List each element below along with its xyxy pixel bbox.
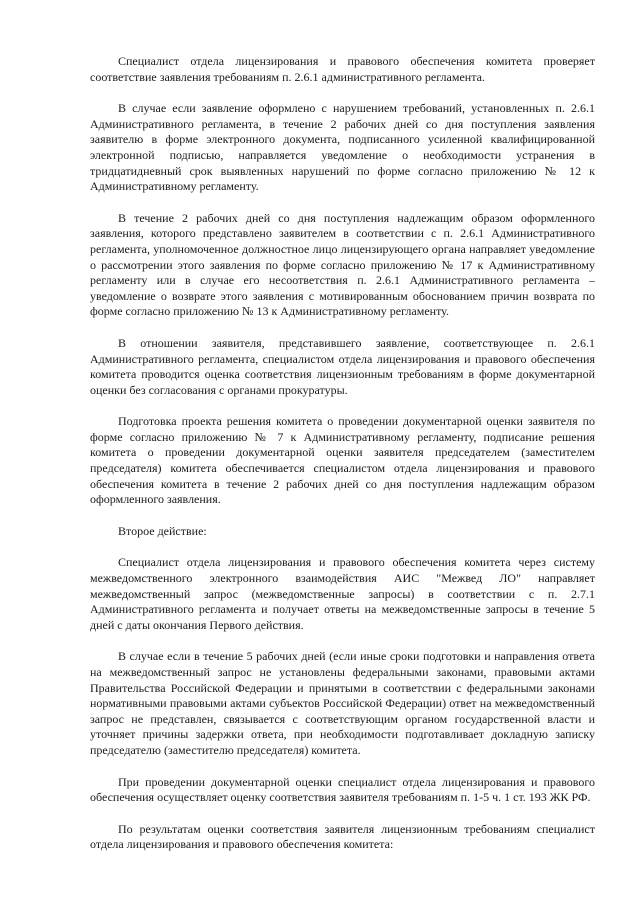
paragraph-4: В отношении заявителя, представившего заявление, соответствующее п. 2.6.1 Административного регламента, специалистом отдела лицензирования и правового обеспечения комитета проводится оценка соответствия лицензионным требованиям в форме документарной оценки без согласования с органами прокуратуры. [90,335,595,397]
paragraph-1: Специалист отдела лицензирования и правового обеспечения комитета проверяет соответствие заявления требованиям п. 2.6.1 административного регламента. [90,54,595,84]
paragraph-8: При проведении документарной оценки специалист отдела лицензирования и правового обеспечения осуществляет оценку соответствия заявителя требованиям п. 1-5 ч. 1 ст. 193 ЖК РФ. [90,774,595,805]
paragraph-5: Подготовка проекта решения комитета о проведении документарной оценки заявителя по форме согласно приложению № 7 к Административному регламенту, подписание решения комитета о проведении документарной оценки заявителя председателем (заместителем председателя) комитета обеспечивается специалистом отдела лицензирования и правового обеспечения комитета в течение 2 рабочих дней со дня поступления надлежащим образом оформленного заявления. [90,414,595,507]
section-heading-second-action: Второе действие: [118,523,207,538]
paragraph-7: В случае если в течение 5 рабочих дней (если иные сроки подготовки и направления ответа на межведомственный запрос не установлены федеральными законами, правовыми актами Правительства Российской Федерации и принятыми в соответствии с федеральными законами нормативными правовыми актами субъектов Российской Федерации) ответ на межведомственный запрос не представлен, связывается с соответствующим органом государственной власти и уточняет причины задержки ответа, при необходимости подготавливает докладную записку председателю (заместителю председателя) комитета. [90,649,595,757]
document-page [90,54,595,869]
paragraph-9: По результатам оценки соответствия заявителя лицензионным требованиям специалист отдела лицензирования и правового обеспечения комитета: [90,821,595,852]
paragraph-3: В течение 2 рабочих дней со дня поступления надлежащим образом оформленного заявления, которого представлено заявителем в соответствии с п. 2.6.1 Административного регламента, уполномоченное должностное лицо лицензирующего органа направляет уведомление о рассмотрении этого заявления по форме согласно приложению № 17 к Административному регламенту или в случае его несоответствия п. 2.6.1 Административного регламента – уведомление о возврате этого заявления с мотивированным обоснованием причин возврата по форме согласно приложению № 13 к Административному регламенту. [90,210,595,319]
paragraph-2: В случае если заявление оформлено с нарушением требований, установленных п. 2.6.1 Административного регламента, в течение 2 рабочих дней со дня поступления заявления заявителю в форме электронного документа, подписанного усиленной квалифицированной электронной подписью, направляется уведомление о необходимости устранения в тридцатидневный срок выявленных нарушений по форме согласно приложению № 12 к Административному регламенту. [90,101,595,194]
paragraph-6: Специалист отдела лицензирования и правового обеспечения комитета через систему межведомственного электронного взаимодействия АИС "Межвед ЛО" направляет межведомственный запрос (межведомственные запросы) в соответствии с п. 2.7.1 Административного регламента и получает ответы на межведомственные запросы в течение 5 дней с даты окончания Первого действия. [90,555,595,632]
